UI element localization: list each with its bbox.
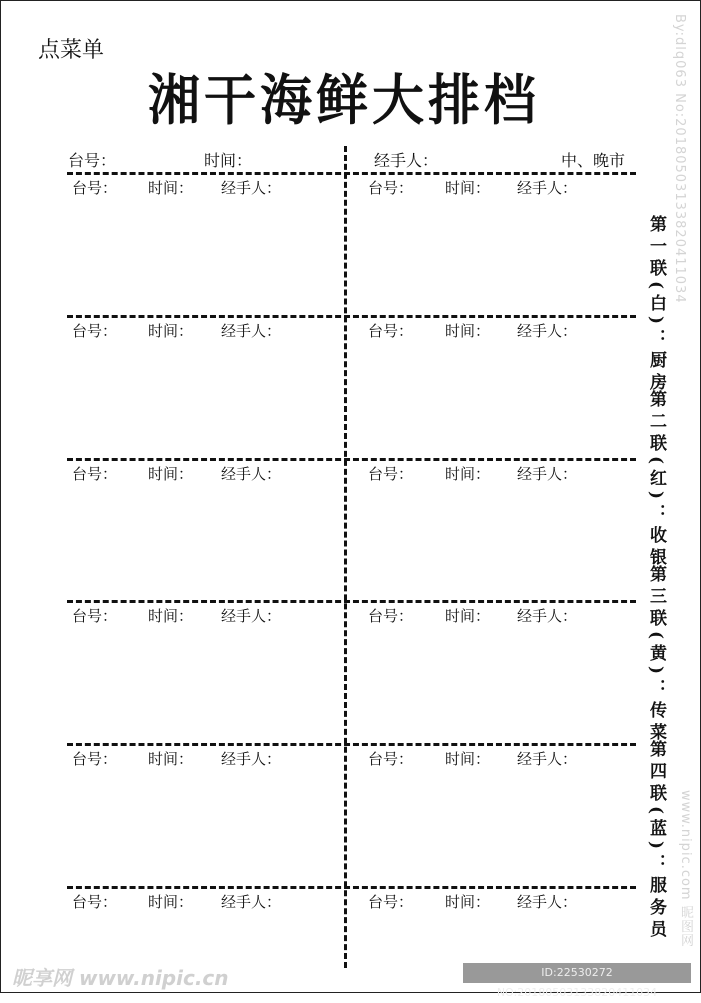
row-divider <box>67 315 636 318</box>
slip-time-label: 时间： <box>148 607 194 625</box>
slip-table-label: 台号： <box>72 465 118 483</box>
header-time-label: 时间： <box>204 151 253 170</box>
center-divider <box>344 146 347 968</box>
copy-1-label: 第一联(白)：厨房 <box>646 215 666 396</box>
slip-table-label: 台号： <box>368 179 414 197</box>
slip-time-label: 时间： <box>445 607 491 625</box>
restaurant-title: 湘干海鲜大排档 <box>148 69 541 133</box>
copy-4-label: 第四联(蓝)：服务员 <box>646 740 666 943</box>
copy-3-label: 第三联(黄)：传菜 <box>646 565 666 746</box>
slip-time-label: 时间： <box>445 179 491 197</box>
row-divider <box>67 886 636 889</box>
slip-handler-label: 经手人： <box>221 465 282 483</box>
slip-table-label: 台号： <box>72 179 118 197</box>
slip-time-label: 时间： <box>148 750 194 768</box>
copy-2-label: 第二联(红)：收银 <box>646 390 666 571</box>
slip-time-label: 时间： <box>445 322 491 340</box>
header-table-label: 台号： <box>68 151 117 170</box>
slip-handler-label: 经手人： <box>517 179 578 197</box>
slip-time-label: 时间： <box>148 893 194 911</box>
form-subtitle: 点菜单 <box>38 38 105 63</box>
slip-table-label: 台号： <box>368 893 414 911</box>
watermark-top-right: By:dlq063 No:20180503133820411034 <box>672 14 687 304</box>
slip-table-label: 台号： <box>72 893 118 911</box>
row-divider <box>67 600 636 603</box>
row-divider <box>67 743 636 746</box>
watermark-bottom-left: 昵享网 www.nipic.cn <box>12 966 229 990</box>
slip-handler-label: 经手人： <box>221 322 282 340</box>
slip-time-label: 时间： <box>445 750 491 768</box>
slip-time-label: 时间： <box>445 893 491 911</box>
slip-table-label: 台号： <box>72 607 118 625</box>
slip-table-label: 台号： <box>368 750 414 768</box>
slip-time-label: 时间： <box>148 465 194 483</box>
header-handler-label: 经手人： <box>374 151 439 170</box>
slip-handler-label: 经手人： <box>221 607 282 625</box>
slip-handler-label: 经手人： <box>221 179 282 197</box>
row-divider <box>67 458 636 461</box>
slip-handler-label: 经手人： <box>517 607 578 625</box>
slip-time-label: 时间： <box>148 179 194 197</box>
row-divider <box>67 172 636 175</box>
slip-table-label: 台号： <box>368 465 414 483</box>
slip-time-label: 时间： <box>148 322 194 340</box>
slip-handler-label: 经手人： <box>221 750 282 768</box>
slip-handler-label: 经手人： <box>517 893 578 911</box>
slip-handler-label: 经手人： <box>517 322 578 340</box>
slip-handler-label: 经手人： <box>517 465 578 483</box>
header-session-label: 中、晚市 <box>561 151 626 170</box>
slip-table-label: 台号： <box>72 322 118 340</box>
slip-table-label: 台号： <box>368 322 414 340</box>
slip-handler-label: 经手人： <box>517 750 578 768</box>
watermark-right-vertical: www.nipic.com 昵图网 <box>678 790 693 948</box>
watermark-id-bar: ID:22530272 NO:20180503133820411034 <box>463 963 691 983</box>
slip-table-label: 台号： <box>72 750 118 768</box>
slip-time-label: 时间： <box>445 465 491 483</box>
slip-table-label: 台号： <box>368 607 414 625</box>
slip-handler-label: 经手人： <box>221 893 282 911</box>
